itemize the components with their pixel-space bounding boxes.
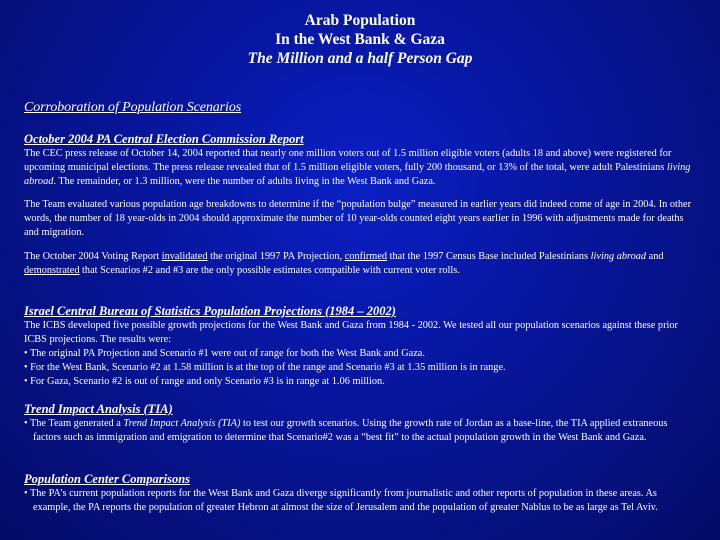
icbs-bullet-3: • For Gaza, Scenario #2 is out of range and only Scenario #3 is in range at 1.06 million. <box>24 376 385 388</box>
title-line-3: The Million and a half Person Gap <box>247 50 473 67</box>
title-line-2: In the West Bank & Gaza <box>275 31 445 48</box>
cec-section <box>24 132 696 278</box>
cec-p3-confirmed: confirmed <box>344 250 388 262</box>
cec-paragraph-1 <box>24 147 696 189</box>
subtitle: Corroboration of Population Scenarios <box>24 100 242 115</box>
title-block <box>0 11 720 68</box>
cec-p3-invalidated: invalidated <box>161 250 208 262</box>
cec-heading: October 2004 PA Central Election Commission Report <box>24 132 304 146</box>
cec-p1-text-a: The CEC press release of October 14, 2004 reported that nearly one million voters out of 1.5 million eligible voters (adults 18 and above) were registered for upcoming municipal elections. The press release revealed that of 1.5 million eligible voters, fully 200 thousand, or 13% of the total, were adult Palestinians <box>24 148 672 174</box>
cec-p3-text-e: that Scenarios #2 and #3 are the only possible estimates compatible with current voter rolls. <box>79 264 460 276</box>
tia-paragraph <box>24 417 696 445</box>
icbs-heading: Israel Central Bureau of Statistics Population Projections (1984 – 2002) <box>24 304 396 318</box>
icbs-bullet-1: • The original PA Projection and Scenario #1 were out of range for both the West Bank and Gaza. <box>24 348 425 360</box>
icbs-section <box>24 304 696 389</box>
cec-paragraph-3 <box>24 250 696 278</box>
pcc-section <box>24 472 696 515</box>
tia-text-b: to test our growth scenarios. Using the growth rate of Jordan as a base-line, the TIA applied extraneous factors such as immigration and emigration to determine that Scenario#2 was a “best fit” to the actual population growth in the West Bank and Gaza. <box>33 418 668 444</box>
title-line-1: Arab Population <box>304 12 416 29</box>
tia-italic: Trend Impact Analysis (TIA) <box>123 418 241 429</box>
tia-section <box>24 402 696 445</box>
tia-heading: Trend Impact Analysis (TIA) <box>24 402 173 416</box>
icbs-bullet-2: • For the West Bank, Scenario #2 at 1.58 million is at the top of the range and Scenario #3 at 1.35 million is in range. <box>24 362 506 374</box>
cec-p3-text-d: and <box>646 250 664 262</box>
cec-p1-text-b: . The remainder, or 1.3 million, were the number of adults living in the West Bank and Gaza. <box>53 176 436 188</box>
pcc-heading: Population Center Comparisons <box>24 472 191 486</box>
cec-p1-italic: living abroad <box>24 162 691 188</box>
cec-p3-text-b: the original 1997 PA Projection, <box>207 250 345 262</box>
cec-p3-text-c: that the 1997 Census Base included Palestinians <box>387 250 591 262</box>
cec-p3-italic: living abroad <box>590 250 647 262</box>
tia-text-a: • The Team generated a <box>24 418 124 429</box>
cec-paragraph-2: The Team evaluated various population age breakdowns to determine if the “population bulge” measured in earlier years did indeed come of age in 2004. In other words, the number of 18 year-olds in 2004 should approximate the number of 10 year-olds counted eight years earlier in 1996 with adjustments made for deaths and migration. <box>24 199 692 239</box>
icbs-intro: The ICBS developed five possible growth projections for the West Bank and Gaza from 1984 - 2002. We tested all our population scenarios against these prior ICBS projections. The results were: <box>24 320 678 346</box>
cec-p3-text-a: The October 2004 Voting Report <box>24 250 162 262</box>
pcc-paragraph: • The PA’s current population reports for the West Bank and Gaza diverge significantly from journalistic and other reports of population in these areas. As example, the PA reports the population of greater Hebron at almost the size of Jerusalem and the population of greater Nablus to be as large as Tel Aviv. <box>24 488 658 514</box>
cec-p3-demonstrated: demonstrated <box>24 264 80 276</box>
